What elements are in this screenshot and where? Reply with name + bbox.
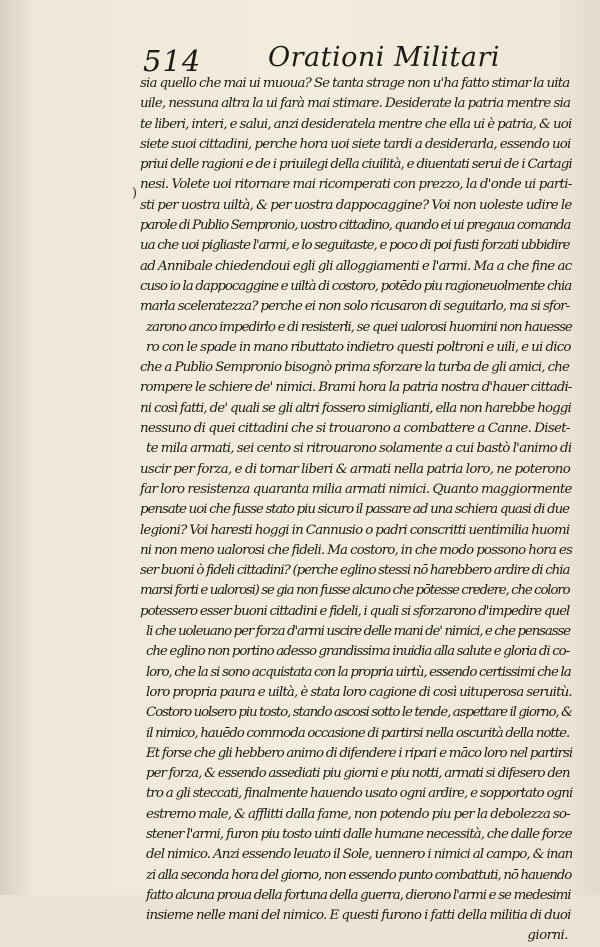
text-line: ni non meno ualorosi che fideli. Ma costoro, in che modo possono hora es	[140, 542, 572, 558]
text-line: ro con le spade in mano ributtato indietro questi poltroni e uili, e ui dico	[146, 339, 571, 355]
text-line: uile, nessuna altra la ui farà mai stimare. Desiderate la patria mentre sia	[140, 96, 571, 112]
text-line: stener l'armi, furon piu tosto uinti dalle humane necessità, che dalle forze	[146, 826, 572, 842]
text-line: uscir per forza, e di tornar liberi & armati nella patria loro, ne poterono	[140, 461, 571, 477]
text-line: tro a gli steccati, finalmente hauendo usato ogni ardire, e sopportato ogni	[146, 786, 573, 802]
text-line: ua che uoi pigliaste l'armi, e lo seguitaste, e poco di poi fusti forzati ubbidire	[140, 238, 570, 254]
text-line: siete suoi cittadini, perche hora uoi siete tardi a desiderarla, essendo uoi	[140, 136, 571, 152]
text-line: fatto alcuna proua della fortuna della guerra, dierono l'armi e se medesimi	[146, 887, 571, 903]
text-line: zi alla seconda hora del giorno, non essendo punto combattuti, nō hauendo	[146, 867, 572, 883]
text-line: marla sceleratezza? perche ei non solo ricusaron di seguitarlo, ma si sfor-	[140, 299, 570, 315]
text-line: te mila armati, sei cento si ritrouarono solamente a cui bastò l'animo di	[146, 441, 572, 457]
text-line: nesi. Volete uoi ritornare mai ricomperati con prezzo, la d'onde ui parti-	[140, 177, 572, 193]
page-number: 514	[143, 44, 202, 78]
text-line: rompere le schiere de' nimici. Brami hora la patria nostra d'hauer cittadi-	[140, 380, 572, 396]
margin-mark: )	[132, 186, 138, 201]
text-line: per forza, & essendo assediati piu giorni e piu notti, armati si difesero den	[146, 766, 570, 782]
text-line: che a Publio Sempronio bisognò prima sforzare la turba de gli amici, che	[140, 360, 570, 376]
text-line: loro propria paura e uiltà, è stata loro cagione di così uituperosa seruitù.	[146, 684, 572, 700]
text-line: ser buoni ò fideli cittadini? (perche eglino stessi nō harebbero ardire di chia	[140, 563, 570, 579]
text-line: insieme nelle mani del nimico. E questi furono i fatti della militia di duoi	[146, 908, 571, 924]
running-title: Orationi Militari	[268, 42, 501, 73]
text-line: Costoro uolsero piu tosto, stando ascosi sotto le tende, aspettare il giorno, &	[146, 705, 572, 721]
text-line: li che uoleuano per forza d'armi uscire delle mani de' nimici, e che pensasse	[146, 624, 570, 640]
text-line: parole di Publio Sempronio, uostro cittadino, quando ei ui pregaua comanda	[140, 218, 571, 234]
text-line: ni così fatti, de' quali se gli altri fossero simiglianti, ella non harebbe hoggi	[140, 400, 571, 416]
text-line: te liberi, interi, e salui, anzi desideratela mentre che ella ui è patria, & uoi	[140, 116, 572, 132]
text-line: cuso io la dappocaggine e uiltà di costoro, potēdo piu ragioneuolmente chia	[140, 278, 572, 294]
text-line: far loro resistenza quaranta milia armati nimici. Quanto maggiormente	[140, 481, 572, 497]
text-line: loro, che la si sono acquistata con la propria uirtù, essendo certissimi che la	[146, 664, 571, 680]
text-line-catchword: giorni.	[527, 928, 568, 944]
text-line: nessuno di quei cittadini che si trouarono a combattere a Canne. Diset-	[140, 421, 570, 437]
body-text	[140, 74, 572, 947]
text-line: potessero esser buoni cittadini e fideli, i quali si sforzarono d'impedire quel	[140, 603, 570, 619]
text-line: il nimico, hauēdo commoda occasione di partirsi nella oscurità della notte.	[146, 725, 570, 741]
text-line: priui delle ragioni e de i priuilegi della ciuilità, e diuentati serui de i Cartagi	[140, 157, 572, 173]
text-line: Et forse che gli hebbero animo di difendere i ripari e māco loro nel partirsi	[146, 745, 573, 761]
text-line: legioni? Voi haresti hoggi in Cannusio o padri conscritti uentimilia huomi	[140, 522, 570, 538]
text-line: del nimico. Anzi essendo leuato il Sole, uennero i nimici al campo, & inan	[146, 847, 573, 863]
text-line: marsi forti e ualorosi) se gia non fusse alcuno che pōtesse credere, che coloro	[140, 583, 570, 599]
text-line: sti per uostra uiltà, & per uostra dappocaggine? Voi non uoleste udire le	[140, 197, 572, 213]
text-line: sia quello che mai ui muoua? Se tanta strage non u'ha fatto stimar la uita	[140, 76, 570, 91]
text-line: zarono anco impedirlo e di resisterli, se quei ualorosi huomini non hauesse	[146, 319, 572, 335]
text-line: che eglino non portino adesso grandissima inuidia alla salute e gloria di co-	[146, 644, 569, 660]
text-line: pensate uoi che fusse stato piu sicuro il passare ad una schiera quasi di due	[140, 502, 570, 518]
text-line: ad Annibale chiedendoui egli gli alloggiamenti e l'armi. Ma a che fine ac	[140, 258, 572, 274]
text-line: estremo male, & afflitti dalla fame, non potendo piu per la debolezza so-	[146, 806, 570, 822]
